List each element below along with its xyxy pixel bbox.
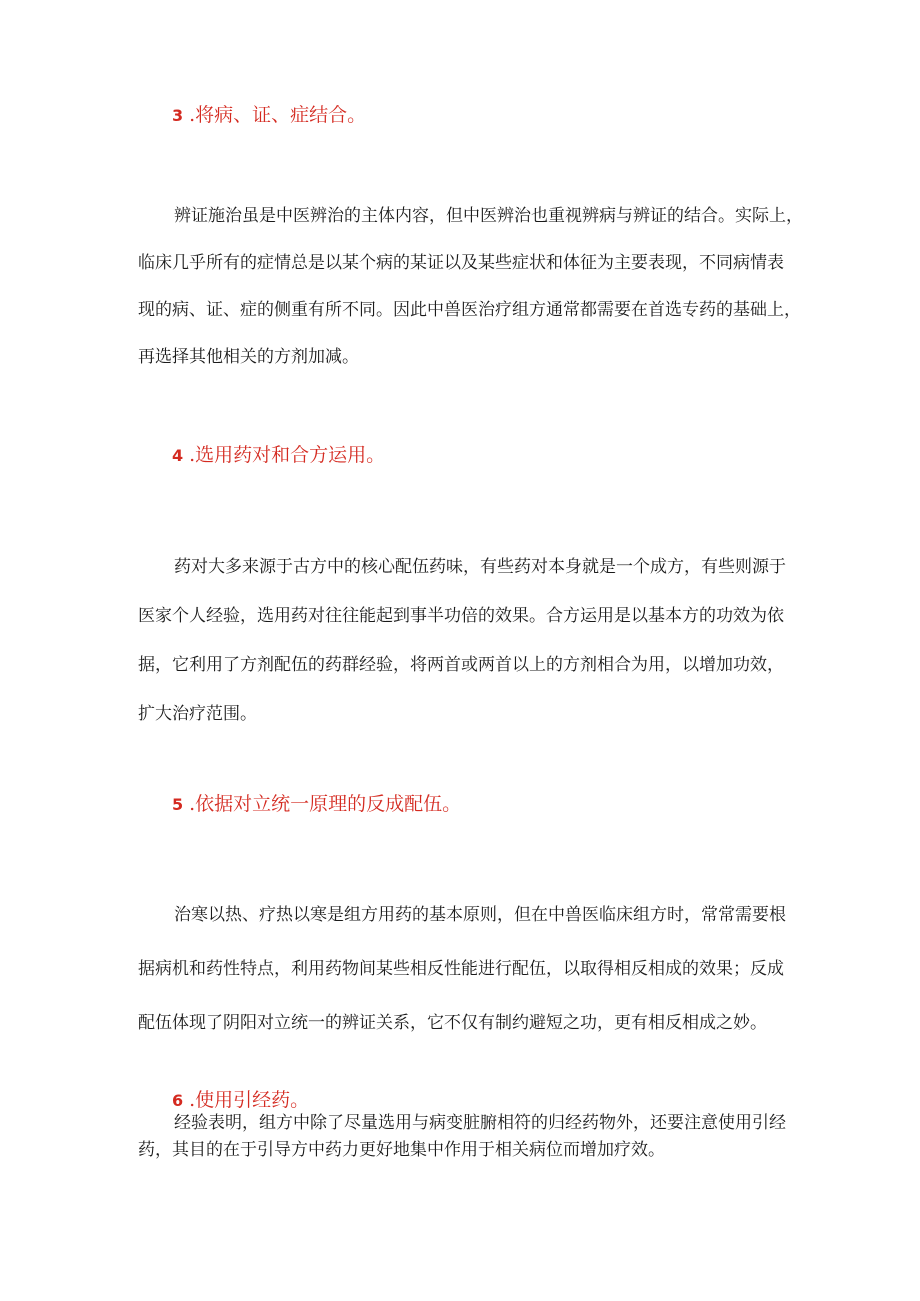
section-5-paragraph — [138, 888, 798, 1050]
section-number: 5 — [172, 795, 184, 814]
section-title: .使用引经药。 — [189, 1089, 310, 1111]
paragraph-line: 药，其目的在于引导方中药力更好地集中作用于相关病位而增加疗效。 — [138, 1140, 665, 1160]
section-number: 3 — [172, 106, 184, 125]
paragraph-line: 再选择其他相关的方剂加减。 — [138, 347, 359, 367]
paragraph-line: 扩大治疗范围。 — [138, 704, 257, 724]
section-4-heading — [172, 443, 385, 468]
section-number: 4 — [172, 446, 184, 465]
section-6-paragraph — [138, 1110, 798, 1164]
section-4-paragraph — [138, 543, 798, 739]
paragraph-line: 临床几乎所有的症情总是以某个病的某证以及某些症状和体征为主要表现，不同病情表 — [138, 253, 784, 273]
paragraph-line: 现的病、证、症的侧重有所不同。因此中兽医治疗组方通常都需要在首选专药的基础上， — [138, 300, 801, 320]
paragraph-line: 据，它利用了方剂配伍的药群经验，将两首或两首以上的方剂相合为用，以增加功效， — [138, 655, 784, 675]
section-title: .依据对立统一原理的反成配伍。 — [189, 793, 462, 815]
paragraph-line: 经验表明，组方中除了尽量选用与病变脏腑相符的归经药物外，还要注意使用引经 — [174, 1113, 786, 1133]
section-title: .选用药对和合方运用。 — [189, 444, 386, 466]
paragraph-line: 据病机和药性特点，利用药物间某些相反性能进行配伍，以取得相反相成的效果；反成 — [138, 959, 784, 979]
paragraph-line: 药对大多来源于古方中的核心配伍药味，有些药对本身就是一个成方，有些则源于 — [174, 557, 786, 577]
section-number: 6 — [172, 1091, 184, 1110]
section-title: .将病、证、症结合。 — [189, 104, 367, 126]
paragraph-line: 医家个人经验，选用药对往往能起到事半功倍的效果。合方运用是以基本方的功效为依 — [138, 606, 784, 626]
section-3-paragraph — [138, 193, 803, 381]
paragraph-line: 配伍体现了阴阳对立统一的辨证关系，它不仅有制约避短之功，更有相反相成之妙。 — [138, 1013, 767, 1033]
section-5-heading — [172, 792, 461, 817]
paragraph-line: 治寒以热、疗热以寒是组方用药的基本原则，但在中兽医临床组方时，常常需要根 — [174, 905, 786, 925]
section-3-heading — [172, 103, 366, 128]
paragraph-line: 辨证施治虽是中医辨治的主体内容，但中医辨治也重视辨病与辨证的结合。实际上， — [174, 206, 803, 226]
